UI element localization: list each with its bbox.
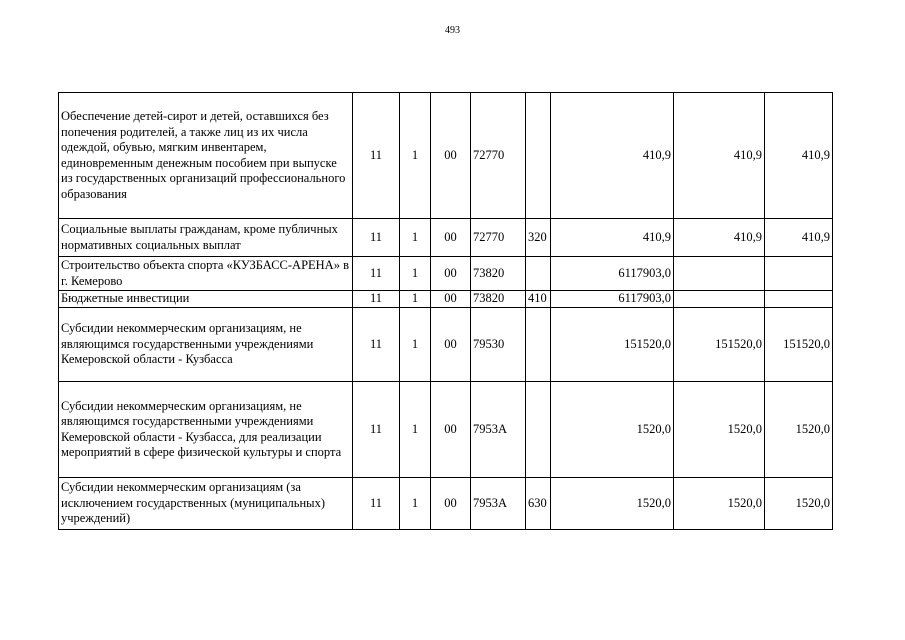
expense-type-cell	[526, 257, 551, 291]
amount-cell-3	[765, 291, 833, 308]
article-cell: 7953A	[471, 382, 526, 478]
expense-type-cell	[526, 93, 551, 219]
section-cell: 11	[353, 93, 400, 219]
expense-name-cell: Строительство объекта спорта «КУЗБАСС-АРЕНА» в г. Кемерово	[59, 257, 353, 291]
subsection-cell: 1	[400, 478, 431, 530]
article-cell: 72770	[471, 93, 526, 219]
section-cell: 11	[353, 308, 400, 382]
expense-name-cell: Социальные выплаты гражданам, кроме публичных нормативных социальных выплат	[59, 219, 353, 257]
program-cell: 00	[431, 308, 471, 382]
section-cell: 11	[353, 257, 400, 291]
expense-type-cell	[526, 308, 551, 382]
table-row	[59, 257, 833, 291]
subsection-cell: 1	[400, 291, 431, 308]
table-row	[59, 93, 833, 219]
amount-cell-1: 410,9	[551, 219, 674, 257]
amount-cell-2: 1520,0	[674, 382, 765, 478]
amount-cell-3: 410,9	[765, 93, 833, 219]
section-cell: 11	[353, 382, 400, 478]
expense-type-cell	[526, 382, 551, 478]
amount-cell-1: 1520,0	[551, 478, 674, 530]
amount-cell-2: 410,9	[674, 93, 765, 219]
amount-cell-1: 151520,0	[551, 308, 674, 382]
program-cell: 00	[431, 93, 471, 219]
table-row	[59, 291, 833, 308]
table-row	[59, 308, 833, 382]
subsection-cell: 1	[400, 93, 431, 219]
expense-name-cell: Субсидии некоммерческим организациям, не являющимся государственными учреждениями Кемеровской области - Кузбасса	[59, 308, 353, 382]
section-cell: 11	[353, 291, 400, 308]
article-cell: 73820	[471, 291, 526, 308]
table-row	[59, 478, 833, 530]
expense-name-cell: Субсидии некоммерческим организациям (за исключением государственных (муниципальных) учреждений)	[59, 478, 353, 530]
section-cell: 11	[353, 219, 400, 257]
table-body	[59, 93, 833, 530]
amount-cell-3: 1520,0	[765, 382, 833, 478]
expense-type-cell: 630	[526, 478, 551, 530]
amount-cell-2	[674, 291, 765, 308]
amount-cell-2: 151520,0	[674, 308, 765, 382]
program-cell: 00	[431, 478, 471, 530]
article-cell: 79530	[471, 308, 526, 382]
subsection-cell: 1	[400, 257, 431, 291]
budget-table	[58, 92, 833, 530]
subsection-cell: 1	[400, 382, 431, 478]
program-cell: 00	[431, 291, 471, 308]
expense-type-cell: 410	[526, 291, 551, 308]
table-row	[59, 219, 833, 257]
page-number: 493	[445, 25, 460, 36]
subsection-cell: 1	[400, 308, 431, 382]
amount-cell-1: 6117903,0	[551, 291, 674, 308]
amount-cell-1: 410,9	[551, 93, 674, 219]
amount-cell-2	[674, 257, 765, 291]
section-cell: 11	[353, 478, 400, 530]
amount-cell-1: 6117903,0	[551, 257, 674, 291]
amount-cell-3: 151520,0	[765, 308, 833, 382]
table-row	[59, 382, 833, 478]
subsection-cell: 1	[400, 219, 431, 257]
amount-cell-2: 410,9	[674, 219, 765, 257]
amount-cell-1: 1520,0	[551, 382, 674, 478]
article-cell: 73820	[471, 257, 526, 291]
program-cell: 00	[431, 382, 471, 478]
program-cell: 00	[431, 257, 471, 291]
article-cell: 7953A	[471, 478, 526, 530]
expense-name-cell: Субсидии некоммерческим организациям, не являющимся государственными учреждениями Кемеровской области - Кузбасса, для реализации мероприятий в сфере физической культуры и спорта	[59, 382, 353, 478]
expense-type-cell: 320	[526, 219, 551, 257]
expense-name-cell: Обеспечение детей-сирот и детей, оставшихся без попечения родителей, а также лиц из их числа одеждой, обувью, мягким инвентарем, единовременным денежным пособием при выпуске из государственных организаций профессионального образования	[59, 93, 353, 219]
amount-cell-3	[765, 257, 833, 291]
amount-cell-3: 1520,0	[765, 478, 833, 530]
amount-cell-2: 1520,0	[674, 478, 765, 530]
amount-cell-3: 410,9	[765, 219, 833, 257]
expense-name-cell: Бюджетные инвестиции	[59, 291, 353, 308]
article-cell: 72770	[471, 219, 526, 257]
program-cell: 00	[431, 219, 471, 257]
